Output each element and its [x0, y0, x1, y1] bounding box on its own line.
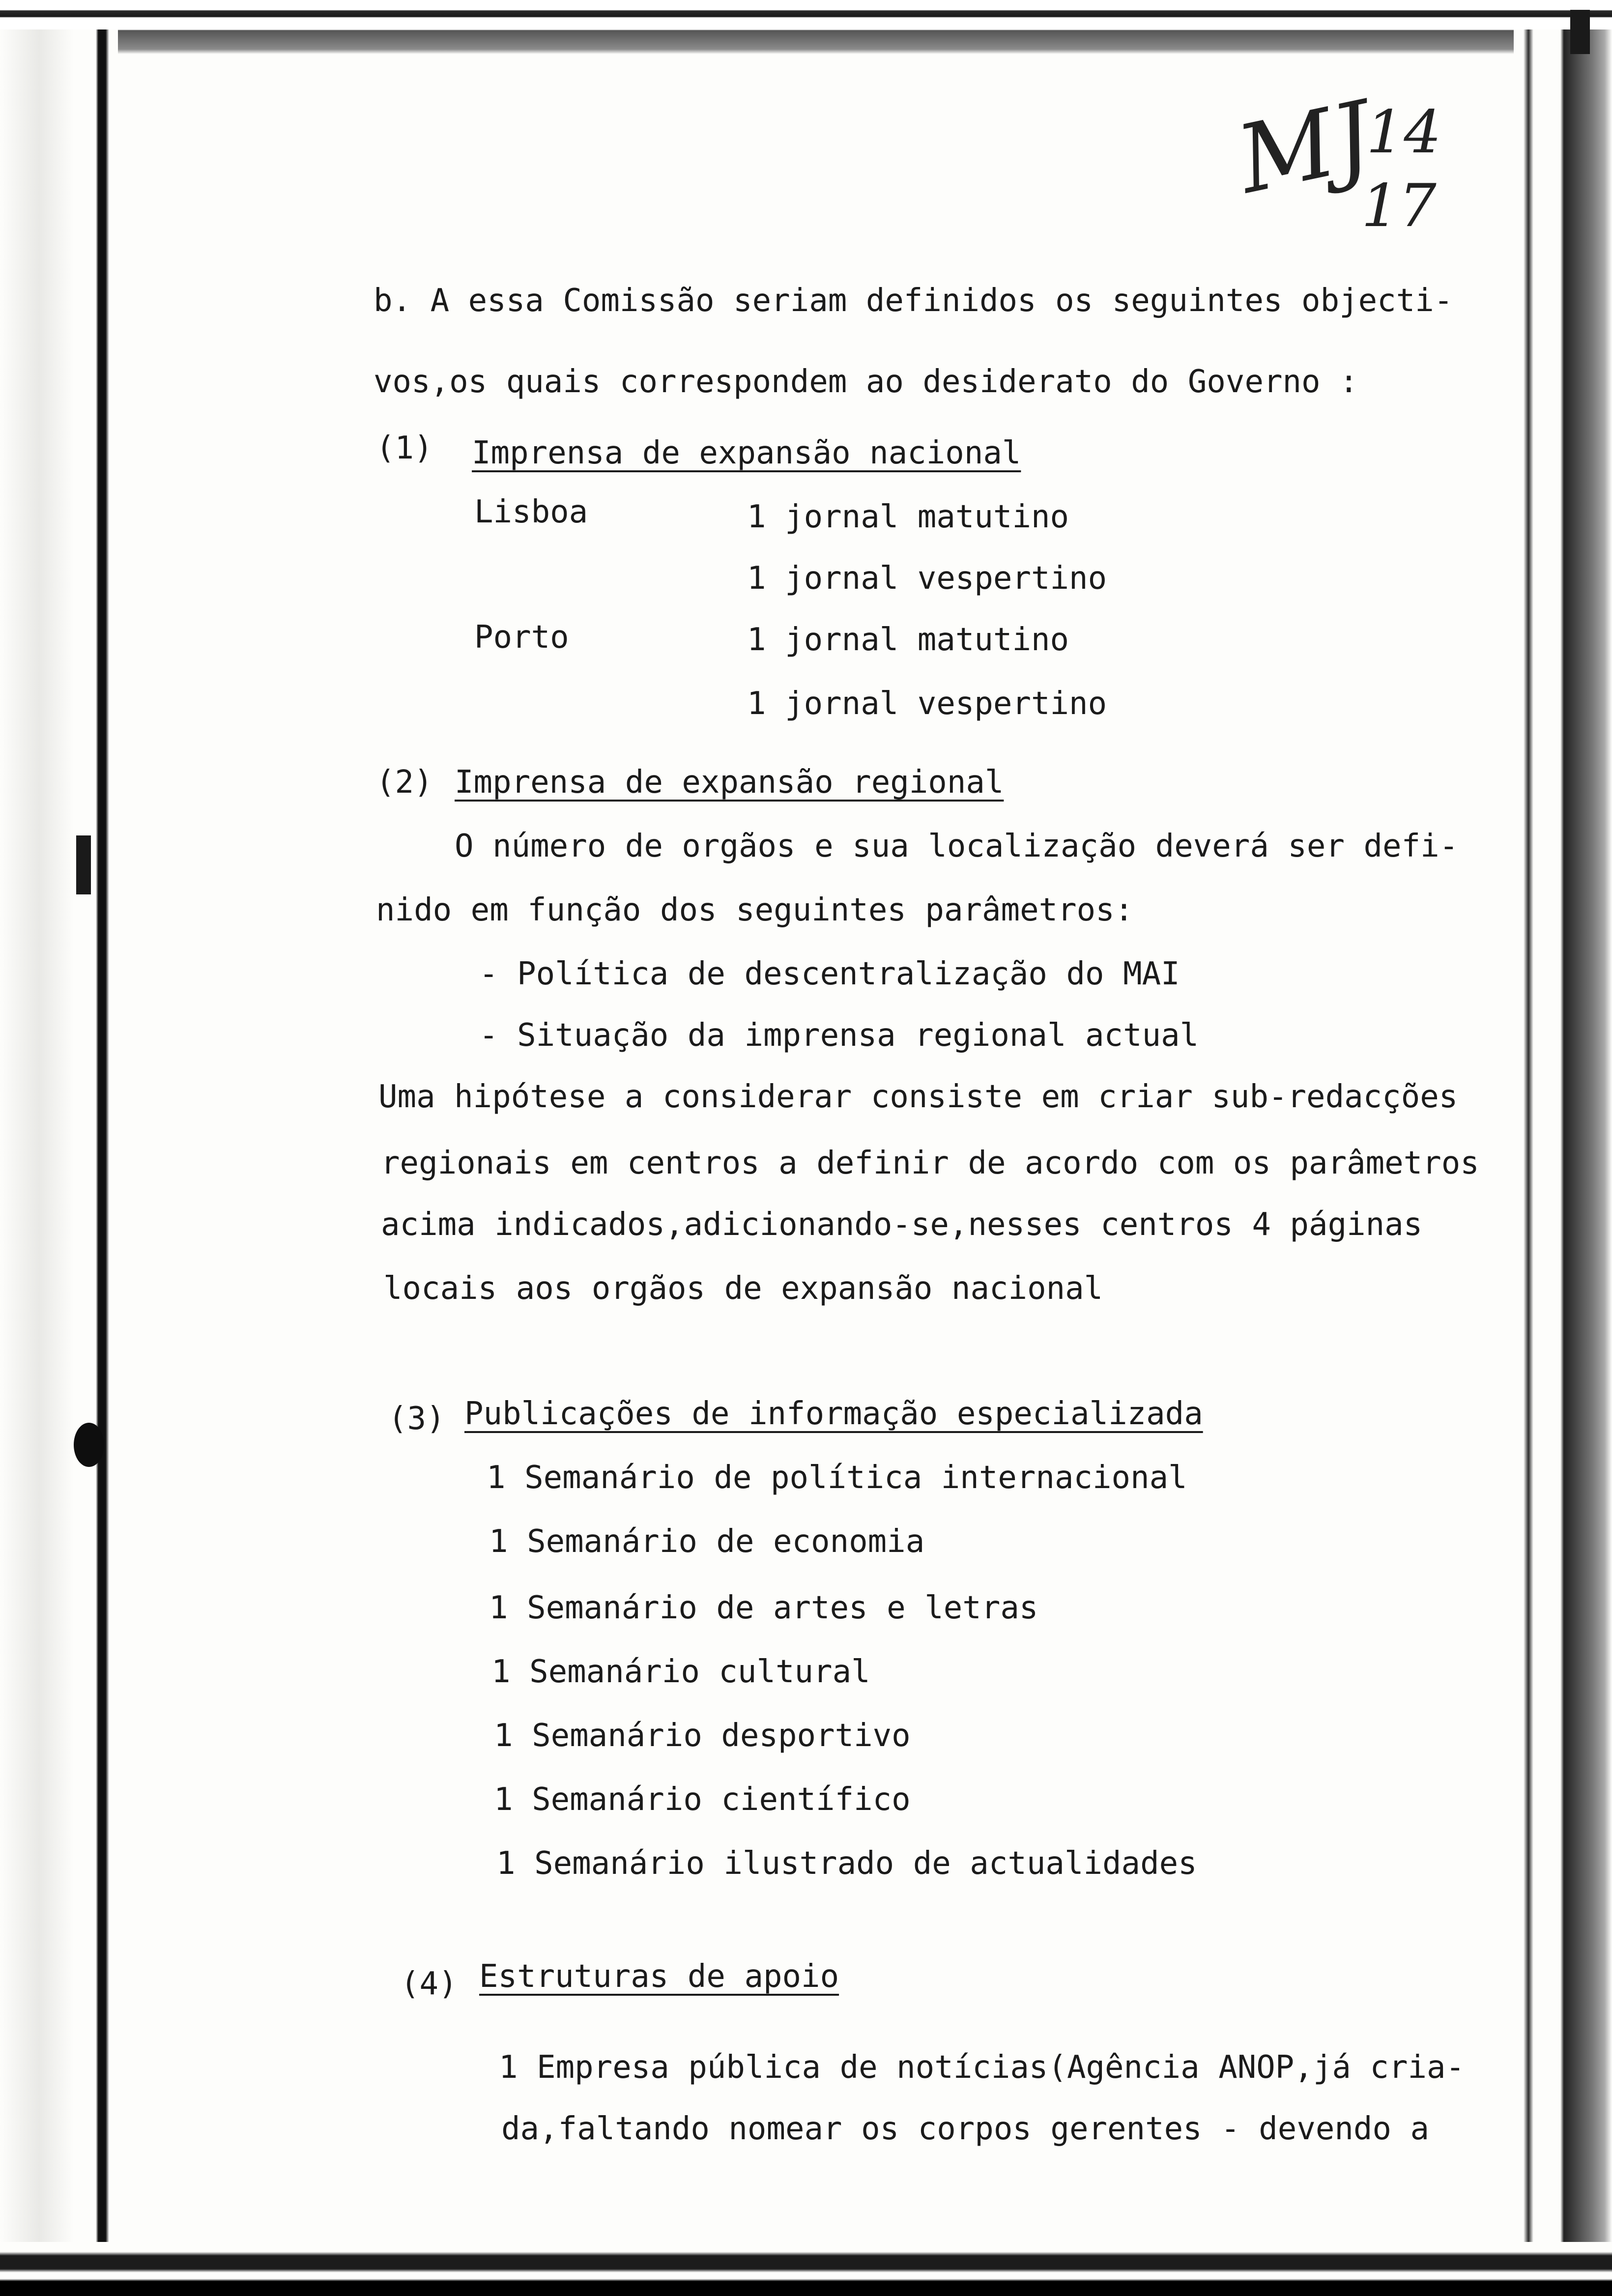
list-item: 1 jornal vespertino [747, 560, 1107, 597]
paragraph-line: regionais em centros a definir de acordo com os parâmetros [381, 1145, 1479, 1181]
handwritten-page-number: 14 [1366, 98, 1441, 167]
scan-top-edge [0, 0, 1612, 54]
section-heading: Imprensa de expansão regional [455, 764, 1004, 801]
list-item: 1 jornal matutino [747, 622, 1069, 658]
paragraph-line: da,faltando nomear os corpos gerentes - devendo a [501, 2111, 1430, 2147]
paragraph-line: O número de orgãos e sua localização deverá ser defi- [455, 828, 1459, 864]
paragraph-line: locais aos orgãos de expansão nacional [383, 1270, 1103, 1307]
list-item: 1 Semanário de artes e letras [489, 1590, 1038, 1626]
list-item: 1 Semanário científico [494, 1781, 911, 1818]
intro-line: vos,os quais correspondem ao desiderato do Governo : [374, 364, 1358, 400]
paragraph-line: Uma hipótese a considerar consiste em criar sub-redacções [378, 1079, 1458, 1115]
section-number: (4) [401, 1966, 458, 2002]
paragraph-line: acima indicados,adicionando-se,nesses centros 4 páginas [381, 1206, 1423, 1243]
bullet-item: - Situação da imprensa regional actual [479, 1017, 1199, 1054]
section-heading: Imprensa de expansão nacional [472, 435, 1021, 471]
paragraph-line: 1 Empresa pública de notícias(Agência ANOP,já cria- [499, 2049, 1465, 2086]
section-heading: Publicações de informação especializada [464, 1396, 1203, 1432]
list-item: 1 Semanário desportivo [494, 1718, 911, 1754]
list-item: 1 Semanário ilustrado de actualidades [496, 1845, 1197, 1882]
city-label: Porto [474, 619, 569, 656]
scan-right-edge [1514, 29, 1612, 2270]
section-heading: Estruturas de apoio [479, 1958, 839, 1995]
scan-bottom-edge [0, 2242, 1612, 2296]
section-number: (3) [388, 1401, 445, 1437]
list-item: 1 Semanário de economia [489, 1523, 925, 1560]
list-item: 1 jornal vespertino [747, 686, 1107, 722]
handwritten-initials: MJ [1228, 81, 1382, 215]
edge-mark [1570, 10, 1590, 54]
punch-hole [74, 1423, 104, 1467]
section-number: (1) [376, 430, 433, 466]
edge-mark [76, 835, 91, 894]
list-item: 1 jornal matutino [747, 499, 1069, 535]
section-number: (2) [376, 764, 433, 801]
bullet-item: - Política de descentralização do MAI [479, 956, 1180, 992]
city-label: Lisboa [474, 494, 588, 530]
paragraph-line: nido em função dos seguintes parâmetros: [376, 892, 1134, 928]
list-item: 1 Semanário cultural [491, 1654, 870, 1690]
intro-line: b. A essa Comissão seriam definidos os seguintes objecti- [374, 283, 1453, 319]
list-item: 1 Semanário de política internacional [487, 1460, 1187, 1496]
handwritten-page-number: 17 [1361, 172, 1437, 240]
scan-left-edge [0, 29, 118, 2270]
